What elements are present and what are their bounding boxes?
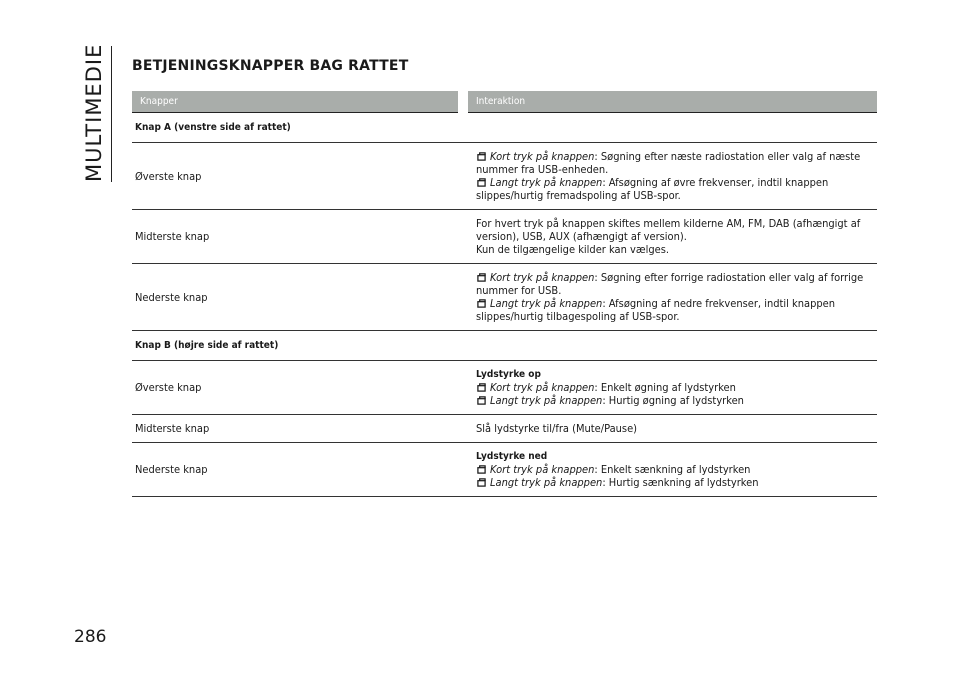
- press-type: Langt tryk på knappen: [490, 176, 603, 189]
- press-action: : Hurtig sænkning af lydstyrken: [602, 476, 759, 489]
- key-press-icon: [477, 478, 486, 487]
- press-type: Kort tryk på knappen: [490, 381, 595, 394]
- group-label: Knap A (venstre side af rattet): [132, 113, 877, 143]
- button-name: Midterste knap: [132, 210, 463, 264]
- interaction-heading: Lydstyrke op: [476, 369, 541, 380]
- key-press-icon: [477, 299, 486, 308]
- column-header-buttons: Knapper: [132, 91, 463, 113]
- interaction-text: For hvert tryk på knappen skiftes mellem kilderne AM, FM, DAB (afhængigt af version), USB, AUX (afhængigt af version).: [476, 217, 861, 243]
- button-name: Øverste knap: [132, 143, 463, 210]
- table-row: [132, 143, 877, 210]
- interaction-cell: [463, 443, 877, 497]
- page-title: BETJENINGSKNAPPER BAG RATTET: [132, 58, 409, 74]
- key-press-icon: [477, 152, 486, 161]
- interaction-line: [476, 150, 877, 176]
- key-press-icon: [477, 178, 486, 187]
- interaction-line: [476, 476, 877, 489]
- table-row: [132, 210, 877, 264]
- table-group-row: [132, 113, 877, 143]
- steering-controls-table: [132, 91, 877, 497]
- group-label: Knap B (højre side af rattet): [132, 331, 877, 361]
- column-header-interaction: Interaktion: [463, 91, 877, 113]
- interaction-cell: [463, 264, 877, 331]
- press-type: Langt tryk på knappen: [490, 394, 603, 407]
- press-type: Kort tryk på knappen: [490, 271, 595, 284]
- key-press-icon: [477, 383, 486, 392]
- press-action: : Afsøgning af øvre frekvenser, indtil knappen slippes/hurtig fremadspoling af USB-spor.: [476, 176, 829, 202]
- button-name: Midterste knap: [132, 415, 463, 443]
- press-action: : Enkelt øgning af lydstyrken: [594, 381, 736, 394]
- button-name: Nederste knap: [132, 443, 463, 497]
- key-press-icon: [477, 396, 486, 405]
- table-row: [132, 443, 877, 497]
- press-type: Kort tryk på knappen: [490, 150, 595, 163]
- interaction-cell: [463, 415, 877, 443]
- interaction-line: [476, 463, 877, 476]
- press-action: : Hurtig øgning af lydstyrken: [602, 394, 744, 407]
- interaction-text: Slå lydstyrke til/fra (Mute/Pause): [476, 422, 638, 435]
- table-row: [132, 415, 877, 443]
- interaction-cell: [463, 143, 877, 210]
- interaction-line: [476, 381, 877, 394]
- press-type: Langt tryk på knappen: [490, 476, 603, 489]
- press-type: Kort tryk på knappen: [490, 463, 595, 476]
- press-type: Langt tryk på knappen: [490, 297, 603, 310]
- table-group-row: [132, 331, 877, 361]
- press-action: : Enkelt sænkning af lydstyrken: [594, 463, 751, 476]
- key-press-icon: [477, 273, 486, 282]
- interaction-cell: [463, 210, 877, 264]
- table-header-row: [132, 91, 877, 113]
- interaction-heading: Lydstyrke ned: [476, 451, 548, 462]
- page-number: 286: [74, 627, 107, 647]
- key-press-icon: [477, 465, 486, 474]
- interaction-text: Kun de tilgængelige kilder kan vælges.: [476, 243, 670, 256]
- interaction-line: [476, 176, 877, 202]
- interaction-cell: [463, 361, 877, 415]
- section-label-text: MULTIMEDIE: [82, 43, 106, 182]
- press-action: : Søgning efter næste radiostation eller valg af næste nummer fra USB-enheden.: [476, 150, 861, 176]
- interaction-line: [476, 297, 877, 323]
- table-row: [132, 264, 877, 331]
- table-body: [132, 113, 877, 497]
- press-action: : Søgning efter forrige radiostation eller valg af forrige nummer for USB.: [476, 271, 864, 297]
- interaction-line: [476, 271, 877, 297]
- interaction-line: [476, 394, 877, 407]
- table-row: [132, 361, 877, 415]
- section-divider: [111, 46, 112, 182]
- button-name: Nederste knap: [132, 264, 463, 331]
- press-action: : Afsøgning af nedre frekvenser, indtil knappen slippes/hurtig tilbagespoling af USB-spor.: [476, 297, 836, 323]
- button-name: Øverste knap: [132, 361, 463, 415]
